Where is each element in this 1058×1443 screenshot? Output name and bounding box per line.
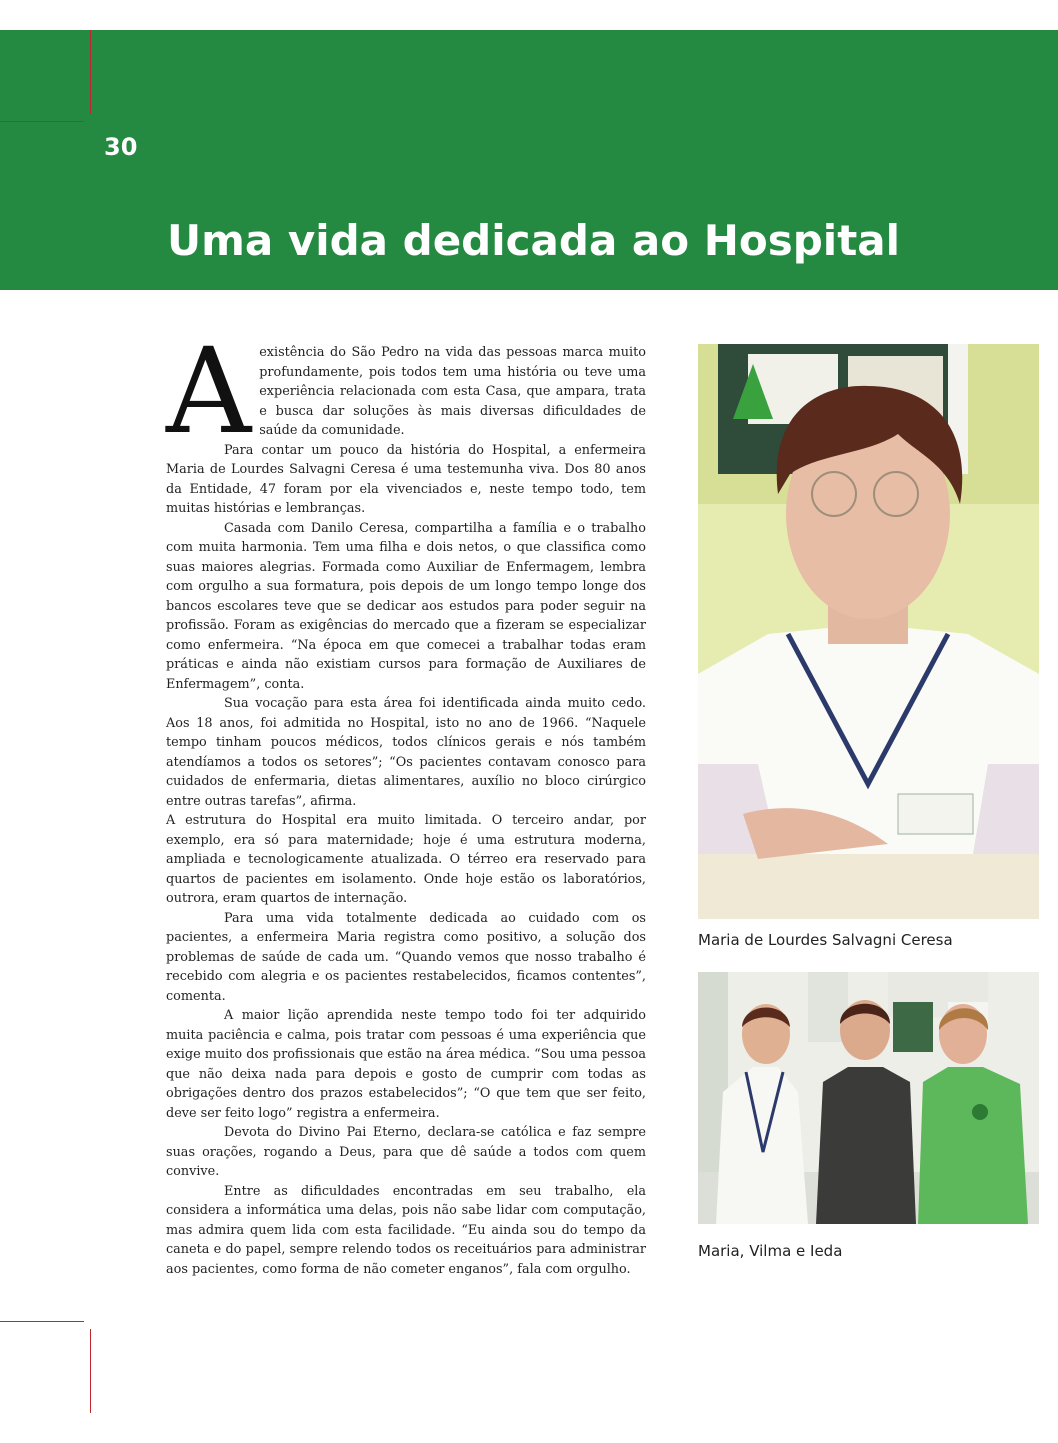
crop-mark (0, 1321, 84, 1322)
article-body (166, 322, 646, 1279)
nurse-portrait-photo (698, 344, 1039, 919)
article-paragraph (166, 322, 646, 460)
crop-mark (90, 1329, 91, 1413)
page-title: Uma vida dedicada ao Hospital (167, 216, 901, 265)
paragraph-text: existência do São Pedro na vida das pessoas marca muito profundamente, pois todos tem uma história ou teve uma experiência relacionada com esta Casa, que ampara, trata e busca dar soluções às mais diversas dificuldades de saúde da comunidade. (259, 345, 646, 438)
page-number: 30 (104, 133, 138, 161)
drop-cap: A (166, 322, 252, 460)
article-paragraph: A estrutura do Hospital era muito limitada. O terceiro andar, por exemplo, era só para maternidade; hoje é uma estrutura moderna, ampliada e tecnologicamente atualizada. O térreo era reservado para quartos de pacientes em isolamento. Onde hoje estão os laboratórios, outrora, eram quartos de internação. (166, 813, 646, 906)
article-paragraph: Devota do Divino Pai Eterno, declara-se católica e faz sempre suas orações, rogando a Deus, para que dê saúde a todos com quem convive. (166, 1125, 646, 1179)
group-photo (698, 972, 1039, 1224)
photo-caption: Maria de Lourdes Salvagni Ceresa (698, 931, 953, 949)
article-paragraph: Sua vocação para esta área foi identificada ainda muito cedo. Aos 18 anos, foi admitida no Hospital, isto no ano de 1966. “Naquele tempo tinham poucos médicos, todos clínicos gerais e nós também atendíamos a todos os setores”; “Os pacientes contavam conosco para cuidados de enfermaria, dietas alimentares, auxílio no bloco cirúrgico entre outras tarefas”, afirma. (166, 696, 646, 809)
photo-caption: Maria, Vilma e Ieda (698, 1242, 843, 1260)
crop-mark (0, 121, 84, 122)
article-paragraph: Entre as dificuldades encontradas em seu trabalho, ela considera a informática uma delas, pois não sabe lidar com computação, mas admira quem lida com esta facilidade. “Eu ainda sou do tempo da caneta e do papel, sempre relendo todos os receituários para administrar aos pacientes, como forma de não cometer enganos”, fala com orgulho. (166, 1183, 646, 1277)
article-paragraph: A maior lição aprendida neste tempo todo foi ter adquirido muita paciência e calma, pois tratar com pessoas é uma experiência que exige muito dos profissionais que estão na área médica. “Sou uma pessoa que não deixa nada para depois e gosto de cumprir com todas as obrigações dentro dos prazos estabelecidos”; “O que tem que ser feito, deve ser feito logo” registra a enfermeira. (166, 1008, 646, 1121)
article-paragraph: Para uma vida totalmente dedicada ao cuidado com os pacientes, a enfermeira Maria registra como positivo, a solução dos problemas de saúde de cada um. “Quando vemos que nosso trabalho é recebido com alegria e os pacientes restabelecidos, ficamos contentes”, comenta. (166, 910, 646, 1004)
crop-mark (90, 30, 91, 114)
article-paragraph: Casada com Danilo Ceresa, compartilha a família e o trabalho com muita harmonia. Tem uma filha e dois netos, o que classifica como suas maiores alegrias. Formada como Auxiliar de Enfermagem, lembra com orgulho a sua formatura, pois depois de um longo tempo longe dos bancos escolares teve que se dedicar aos estudos para poder seguir na profissão. Foram as exigências do mercado que a fizeram se especializar como enfermeira. “Na época em que comecei a trabalhar todas eram práticas e ainda não existiam cursos para formação de Auxiliares de Enfermagem”, conta. (166, 520, 646, 692)
article-paragraph: Para contar um pouco da história do Hospital, a enfermeira Maria de Lourdes Salvagni Ceresa é uma testemunha viva. Dos 80 anos da Entidade, 47 foram por ela vivenciados e, neste tempo todo, tem muitas histórias e lembranças. (166, 442, 646, 516)
